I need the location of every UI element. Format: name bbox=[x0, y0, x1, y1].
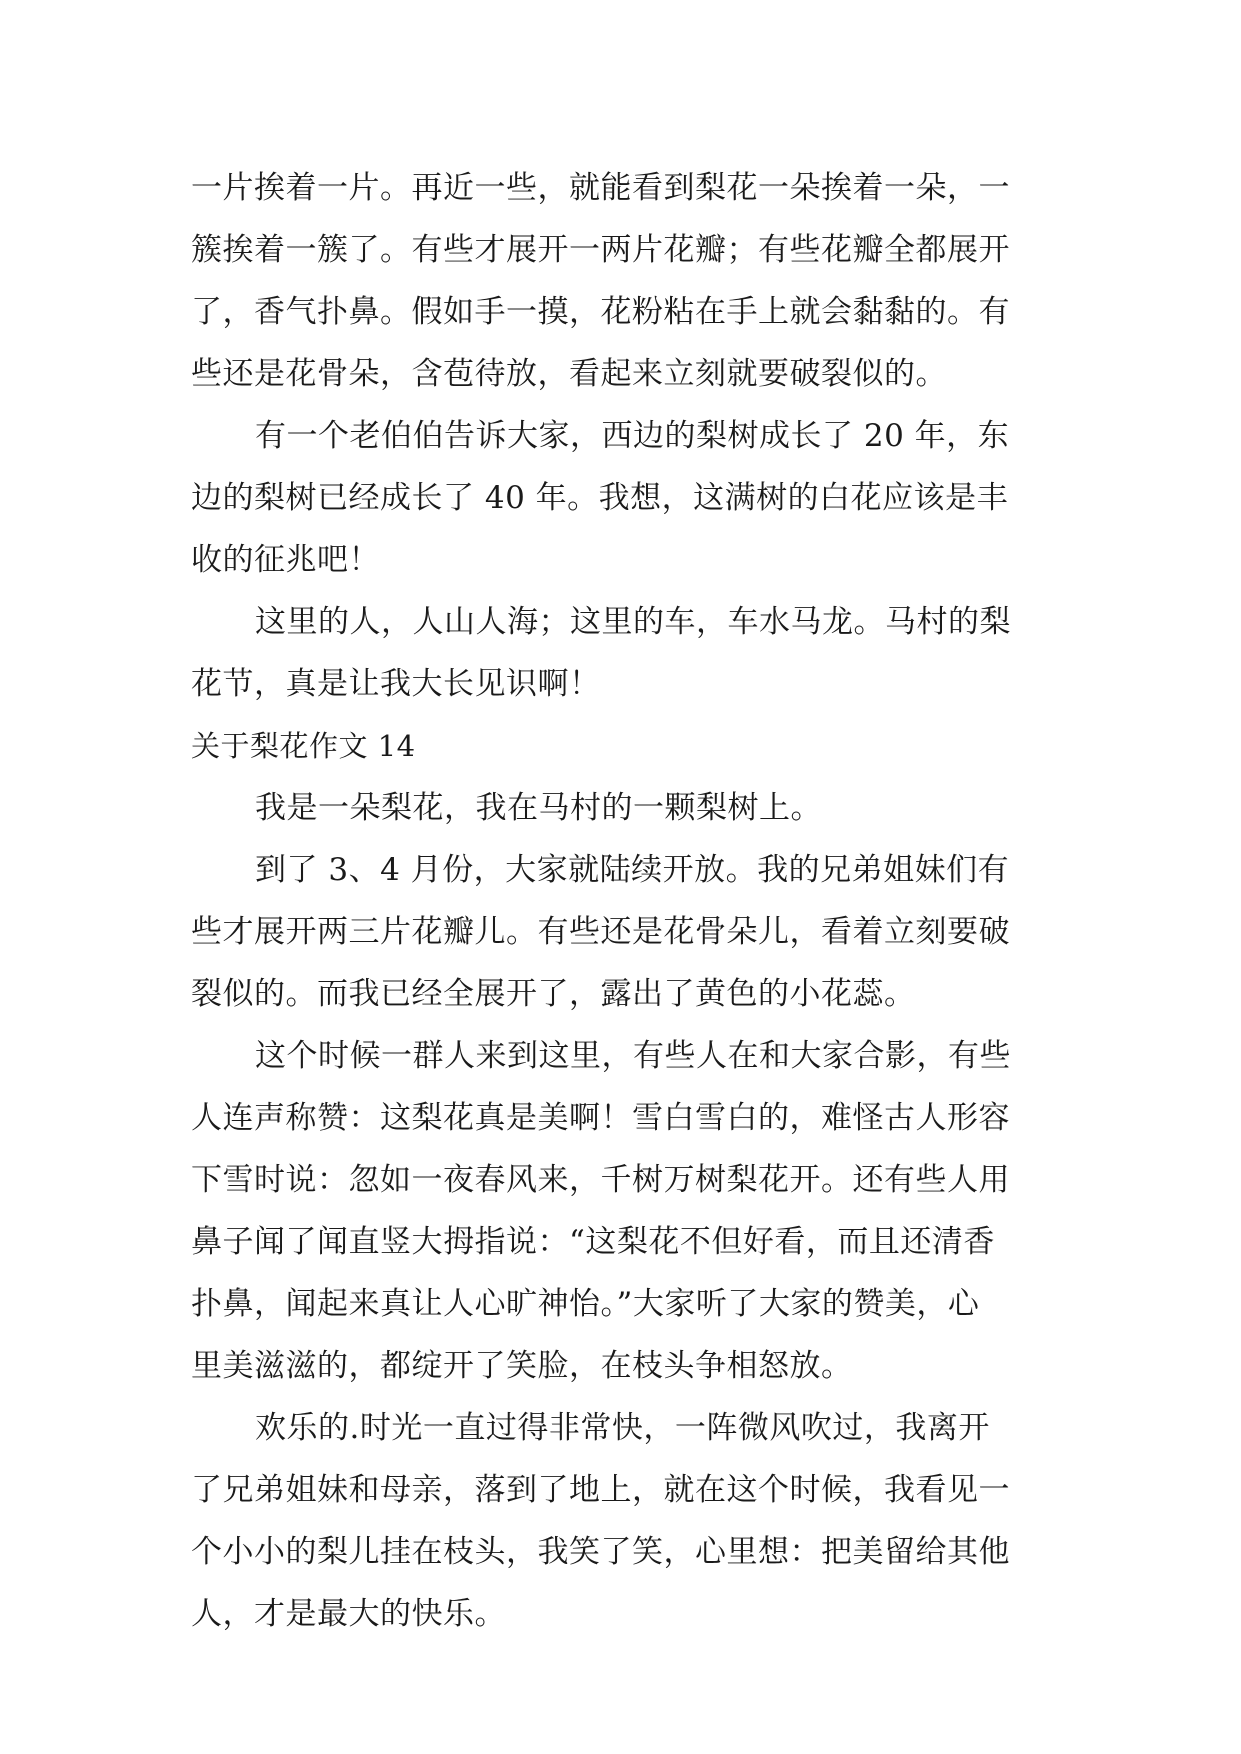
text-line: 些才展开两三片花瓣儿。有些还是花骨朵儿，看着立刻要破 bbox=[191, 914, 1010, 950]
paragraph-first-line: 我是一朵梨花，我在马村的一颗梨树上。 bbox=[255, 790, 822, 826]
text-line: 了兄弟姐妹和母亲，落到了地上，就在这个时候，我看见一 bbox=[191, 1472, 1010, 1508]
text-line: 下雪时说：忽如一夜春风来，千树万树梨花开。还有些人用 bbox=[191, 1162, 1010, 1198]
paragraph-first-line: 欢乐的.时光一直过得非常快，一阵微风吹过，我离开 bbox=[255, 1410, 990, 1446]
text-line: 扑鼻，闻起来真让人心旷神怡。”大家听了大家的赞美，心 bbox=[191, 1286, 980, 1322]
paragraph-first-line: 这个时候一群人来到这里，有些人在和大家合影，有些 bbox=[255, 1038, 1011, 1074]
text-line: 了，香气扑鼻。假如手一摸，花粉粘在手上就会黏黏的。有 bbox=[191, 294, 1010, 330]
text-line: 个小小的梨儿挂在枝头，我笑了笑，心里想：把美留给其他 bbox=[191, 1534, 1010, 1570]
text-line: 收的征兆吧！ bbox=[191, 542, 380, 578]
document-body bbox=[191, 157, 1051, 1645]
text-line: 鼻子闻了闻直竖大拇指说：“这梨花不但好看，而且还清香 bbox=[191, 1224, 995, 1260]
section-heading: 关于梨花作文 14 bbox=[191, 729, 416, 763]
text-line: 人连声称赞：这梨花真是美啊！雪白雪白的，难怪古人形容 bbox=[191, 1100, 1010, 1136]
text-line: 里美滋滋的，都绽开了笑脸，在枝头争相怒放。 bbox=[191, 1348, 853, 1384]
paragraph-first-line: 到了 3、4 月份，大家就陆续开放。我的兄弟姐妹们有 bbox=[255, 852, 1010, 888]
paragraph-first-line: 有一个老伯伯告诉大家，西边的梨树成长了 20 年，东 bbox=[255, 418, 1010, 454]
text-line: 边的梨树已经成长了 40 年。我想，这满树的白花应该是丰 bbox=[191, 480, 1009, 516]
text-line: 一片挨着一片。再近一些，就能看到梨花一朵挨着一朵，一 bbox=[191, 170, 1010, 206]
text-line: 人，才是最大的快乐。 bbox=[191, 1596, 506, 1632]
paragraph-first-line: 这里的人，人山人海；这里的车，车水马龙。马村的梨 bbox=[255, 604, 1011, 640]
text-line: 些还是花骨朵，含苞待放，看起来立刻就要破裂似的。 bbox=[191, 356, 947, 392]
text-line: 花节，真是让我大长见识啊！ bbox=[191, 666, 601, 702]
text-line: 簇挨着一簇了。有些才展开一两片花瓣；有些花瓣全都展开 bbox=[191, 232, 1010, 268]
text-line: 裂似的。而我已经全展开了，露出了黄色的小花蕊。 bbox=[191, 976, 916, 1012]
